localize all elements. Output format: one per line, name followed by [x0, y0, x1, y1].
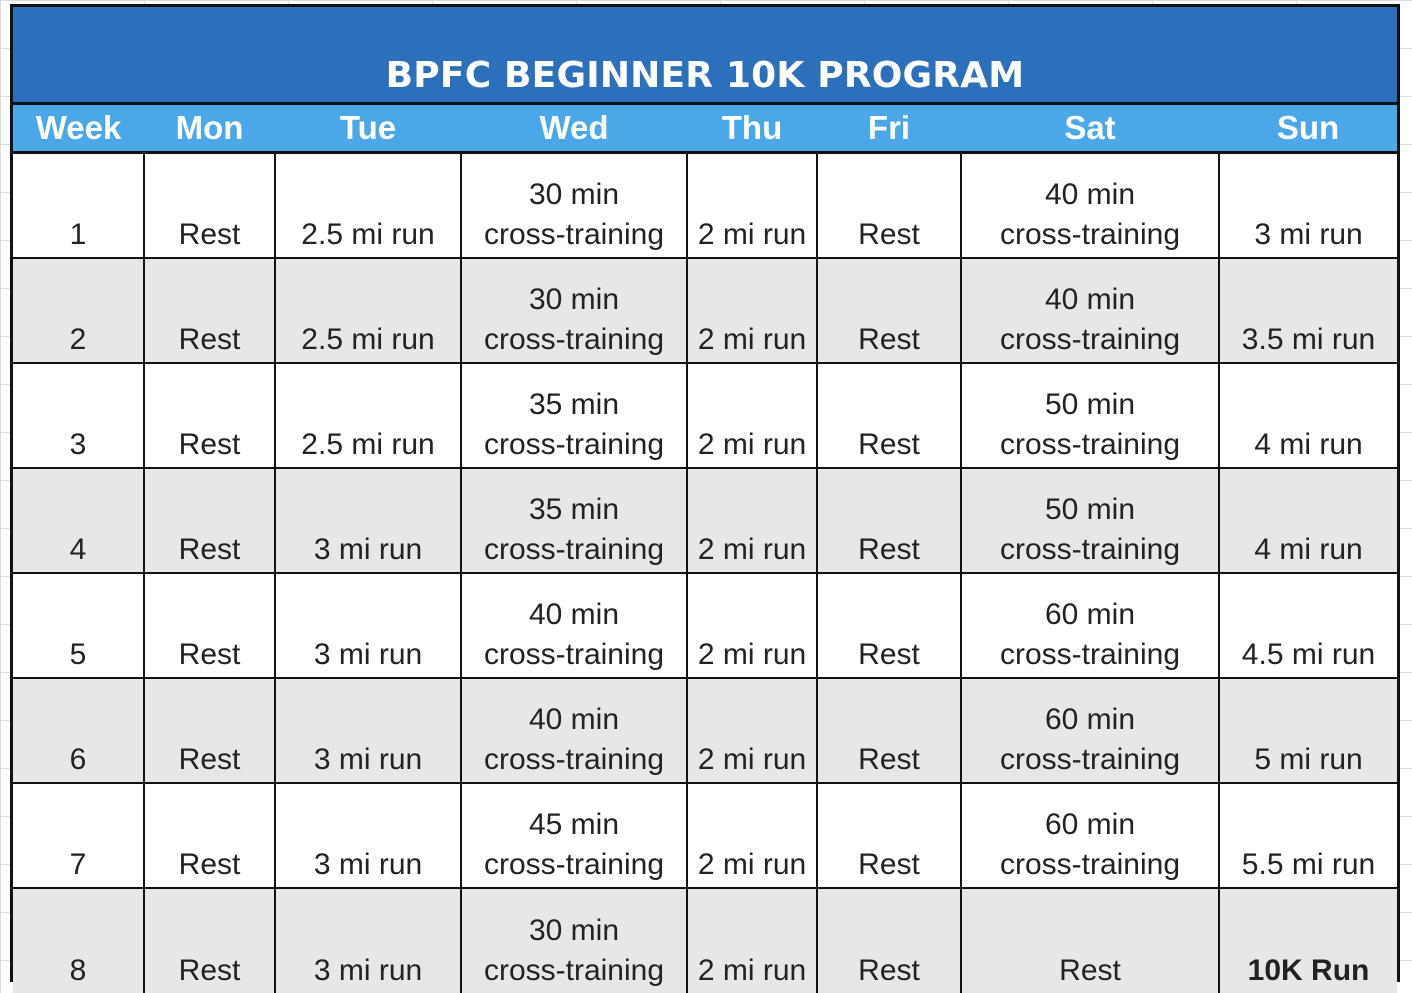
cell-line: cross-training	[483, 218, 665, 251]
cell-fri[interactable]	[817, 363, 961, 468]
cell-text: 10K Run	[1247, 954, 1370, 987]
cell-line: 40 min	[528, 598, 620, 631]
cell-mon[interactable]	[144, 573, 275, 678]
cell-week[interactable]	[13, 363, 144, 468]
cell-text: 2.5 mi run	[301, 323, 435, 356]
header-tue[interactable]: Tue	[275, 105, 461, 153]
header-row	[13, 105, 1397, 153]
cell-wed[interactable]	[461, 678, 687, 783]
cell-line: cross-training	[483, 638, 665, 671]
cell-sat[interactable]	[961, 258, 1219, 363]
cell-line: cross-training	[999, 323, 1181, 356]
cell-sat[interactable]	[961, 888, 1219, 993]
cell-line: cross-training	[483, 743, 665, 776]
cell-text: 5	[69, 638, 87, 671]
table-row	[13, 363, 1397, 468]
cell-text: 2 mi run	[697, 533, 807, 566]
cell-text: 8	[69, 954, 87, 987]
cell-sat[interactable]	[961, 153, 1219, 259]
cell-line: 30 min	[528, 178, 620, 211]
header-sun[interactable]: Sun	[1219, 105, 1397, 153]
cell-thu[interactable]	[687, 153, 817, 259]
table-row	[13, 573, 1397, 678]
cell-fri[interactable]	[817, 258, 961, 363]
cell-line: 60 min	[1044, 703, 1136, 736]
cell-text: 2 mi run	[697, 218, 807, 251]
cell-mon[interactable]	[144, 258, 275, 363]
cell-line: cross-training	[999, 743, 1181, 776]
cell-line: 60 min	[1044, 598, 1136, 631]
cell-sat[interactable]	[961, 468, 1219, 573]
cell-text: 2 mi run	[697, 954, 807, 987]
cell-line: cross-training	[999, 638, 1181, 671]
cell-sat[interactable]	[961, 573, 1219, 678]
cell-sat[interactable]	[961, 363, 1219, 468]
cell-text: Rest	[178, 954, 241, 987]
cell-text: Rest	[858, 848, 920, 881]
cell-line: 30 min	[528, 283, 620, 316]
cell-tue[interactable]	[275, 258, 461, 363]
training-schedule-sheet	[10, 4, 1400, 987]
cell-thu[interactable]	[687, 573, 817, 678]
program-title: BPFC BEGINNER 10K PROGRAM	[385, 55, 1025, 96]
cell-line: 45 min	[528, 808, 620, 841]
cell-fri[interactable]	[817, 783, 961, 888]
cell-line: cross-training	[483, 954, 665, 987]
cell-wed[interactable]	[461, 783, 687, 888]
cell-text: 3 mi run	[313, 848, 423, 881]
cell-text: 1	[69, 218, 87, 251]
cell-tue[interactable]	[275, 153, 461, 259]
cell-week[interactable]	[13, 678, 144, 783]
cell-text: 7	[69, 848, 87, 881]
cell-thu[interactable]	[687, 468, 817, 573]
cell-line: cross-training	[483, 428, 665, 461]
cell-wed[interactable]	[461, 153, 687, 259]
cell-wed[interactable]	[461, 363, 687, 468]
cell-text: 4	[69, 533, 87, 566]
cell-text: 3 mi run	[313, 638, 423, 671]
cell-text: Rest	[858, 218, 920, 251]
cell-week[interactable]	[13, 573, 144, 678]
cell-text: 2 mi run	[697, 323, 807, 356]
table-row	[13, 258, 1397, 363]
cell-sat[interactable]	[961, 678, 1219, 783]
cell-fri[interactable]	[817, 888, 961, 993]
cell-sun[interactable]	[1219, 888, 1397, 993]
cell-thu[interactable]	[687, 258, 817, 363]
cell-text: Rest	[858, 533, 920, 566]
header-fri[interactable]: Fri	[817, 105, 961, 153]
cell-text: 2.5 mi run	[301, 218, 435, 251]
cell-sun[interactable]	[1219, 678, 1397, 783]
cell-fri[interactable]	[817, 573, 961, 678]
cell-text: 3 mi run	[313, 743, 423, 776]
cell-week[interactable]	[13, 468, 144, 573]
cell-text: 3 mi run	[313, 954, 423, 987]
cell-tue[interactable]	[275, 468, 461, 573]
cell-text: 2 mi run	[697, 848, 807, 881]
cell-tue[interactable]	[275, 888, 461, 993]
cell-text: 2 mi run	[697, 428, 807, 461]
cell-tue[interactable]	[275, 783, 461, 888]
cell-week[interactable]	[13, 153, 144, 259]
cell-sun[interactable]	[1219, 153, 1397, 259]
cell-text: 6	[69, 743, 87, 776]
cell-line: cross-training	[483, 533, 665, 566]
cell-text: 3	[69, 428, 87, 461]
cell-text: Rest	[1059, 954, 1121, 987]
table-row	[13, 153, 1397, 259]
cell-line: 50 min	[1044, 388, 1136, 421]
header-sat[interactable]: Sat	[961, 105, 1219, 153]
cell-mon[interactable]	[144, 678, 275, 783]
cell-line: cross-training	[483, 848, 665, 881]
cell-mon[interactable]	[144, 783, 275, 888]
cell-text: 2	[69, 323, 87, 356]
cell-line: cross-training	[999, 218, 1181, 251]
cell-text: Rest	[178, 218, 241, 251]
cell-fri[interactable]	[817, 468, 961, 573]
cell-mon[interactable]	[144, 888, 275, 993]
table-row	[13, 678, 1397, 783]
cell-sun[interactable]	[1219, 573, 1397, 678]
cell-thu[interactable]	[687, 888, 817, 993]
cell-text: Rest	[178, 848, 241, 881]
header-wed[interactable]: Wed	[461, 105, 687, 153]
cell-line: 40 min	[1044, 283, 1136, 316]
header-week[interactable]: Week	[13, 105, 144, 153]
cell-line: 50 min	[1044, 493, 1136, 526]
cell-text: Rest	[178, 743, 241, 776]
cell-wed[interactable]	[461, 573, 687, 678]
cell-week[interactable]	[13, 258, 144, 363]
header-thu[interactable]: Thu	[687, 105, 817, 153]
cell-text: Rest	[858, 638, 920, 671]
cell-line: cross-training	[999, 848, 1181, 881]
cell-line: 30 min	[528, 914, 620, 947]
cell-sun[interactable]	[1219, 468, 1397, 573]
cell-week[interactable]	[13, 783, 144, 888]
cell-fri[interactable]	[817, 153, 961, 259]
cell-mon[interactable]	[144, 468, 275, 573]
cell-line: 35 min	[528, 493, 620, 526]
cell-text: 3.5 mi run	[1241, 323, 1376, 356]
cell-tue[interactable]	[275, 678, 461, 783]
cell-line: 35 min	[528, 388, 620, 421]
cell-text: 2 mi run	[697, 638, 807, 671]
cell-text: 5 mi run	[1254, 743, 1363, 776]
cell-text: 4 mi run	[1254, 533, 1363, 566]
schedule-table	[13, 105, 1397, 993]
cell-text: 2.5 mi run	[301, 428, 435, 461]
cell-wed[interactable]	[461, 258, 687, 363]
cell-text: Rest	[858, 954, 920, 987]
table-row	[13, 783, 1397, 888]
cell-text: 4 mi run	[1254, 428, 1363, 461]
cell-wed[interactable]	[461, 888, 687, 993]
title-bar	[13, 7, 1397, 105]
table-row	[13, 468, 1397, 573]
cell-text: Rest	[858, 323, 920, 356]
cell-thu[interactable]	[687, 783, 817, 888]
cell-fri[interactable]	[817, 678, 961, 783]
header-mon[interactable]: Mon	[144, 105, 275, 153]
cell-line: cross-training	[999, 428, 1181, 461]
cell-text: Rest	[858, 743, 920, 776]
cell-mon[interactable]	[144, 153, 275, 259]
cell-line: cross-training	[999, 533, 1181, 566]
cell-week[interactable]	[13, 888, 144, 993]
cell-thu[interactable]	[687, 363, 817, 468]
cell-text: 3 mi run	[1254, 218, 1363, 251]
cell-text: 2 mi run	[697, 743, 807, 776]
cell-wed[interactable]	[461, 468, 687, 573]
cell-tue[interactable]	[275, 363, 461, 468]
table-row	[13, 888, 1397, 993]
cell-tue[interactable]	[275, 573, 461, 678]
cell-line: 40 min	[528, 703, 620, 736]
cell-text: 5.5 mi run	[1241, 848, 1376, 881]
cell-thu[interactable]	[687, 678, 817, 783]
cell-line: cross-training	[483, 323, 665, 356]
cell-text: 3 mi run	[313, 533, 423, 566]
cell-sun[interactable]	[1219, 783, 1397, 888]
cell-text: Rest	[178, 323, 241, 356]
cell-line: 60 min	[1044, 808, 1136, 841]
cell-text: Rest	[178, 428, 241, 461]
cell-sat[interactable]	[961, 783, 1219, 888]
cell-sun[interactable]	[1219, 258, 1397, 363]
cell-text: 4.5 mi run	[1241, 638, 1376, 671]
cell-text: Rest	[178, 533, 241, 566]
cell-sun[interactable]	[1219, 363, 1397, 468]
cell-text: Rest	[178, 638, 241, 671]
cell-line: 40 min	[1044, 178, 1136, 211]
cell-mon[interactable]	[144, 363, 275, 468]
cell-text: Rest	[858, 428, 920, 461]
